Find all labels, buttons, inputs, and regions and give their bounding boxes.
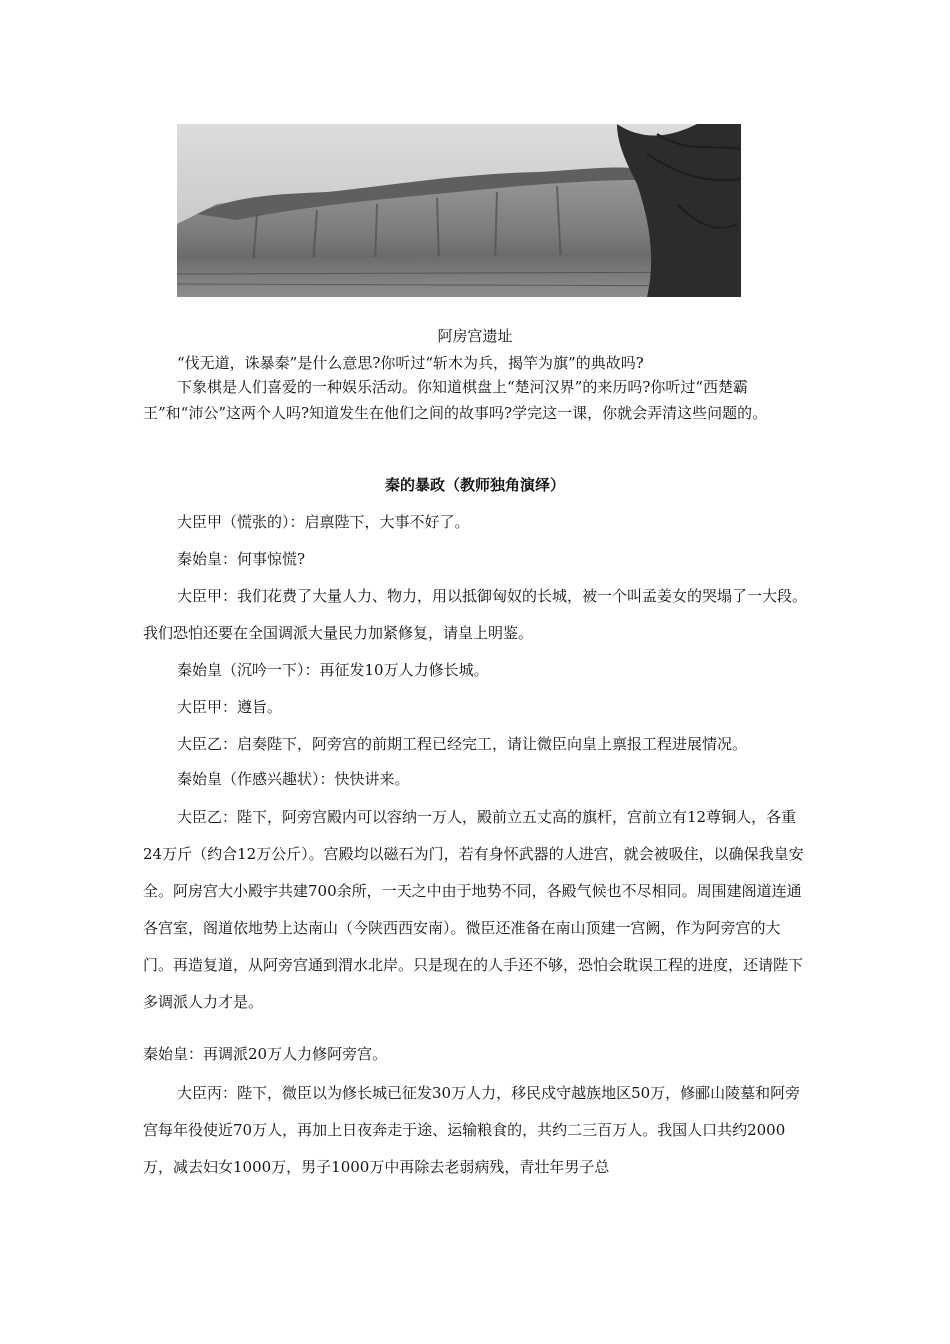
intro-paragraph-1: “伐无道，诛暴秦”是什么意思?你听过“斩木为兵，揭竿为旗”的典故吗? bbox=[177, 354, 644, 372]
section-heading: 秦的暴政（教师独角演绎） bbox=[384, 476, 565, 494]
dialogue-line-1: 大臣甲（慌张的）：启禀陛下，大事不好了。 bbox=[177, 513, 470, 531]
dialogue-line-9: 秦始皇：再调派20万人力修阿旁宫。 bbox=[143, 1045, 388, 1063]
intro-paragraph-2: 下象棋是人们喜爱的一种娱乐活动。你知道棋盘上“楚河汉界”的来历吗?你听过“西楚霸王”和“沛公”这两个人吗?知道发生在他们之间的故事吗?学完这一课，你就会弄清这些问题的。 bbox=[143, 378, 768, 422]
figure-caption: 阿房宫遗址 bbox=[437, 327, 513, 345]
ruins-photo-icon bbox=[177, 124, 741, 297]
ruins-photo bbox=[177, 124, 741, 297]
dialogue-line-2: 秦始皇：何事惊慌? bbox=[177, 550, 306, 568]
dialogue-line-8: 大臣乙：陛下，阿旁宫殿内可以容纳一万人，殿前立五丈高的旗杆，宫前立有12尊铜人，各重24万斤（约合12万公斤）。宫殿均以磁石为门，若有身怀武器的人进宫，就会被吸住，以确保我皇安全。阿房宫大小殿宇共建700余所，一天之中由于地势不同，各殿气候也不尽相同。周围建阁道连通各宫室，阁道依地势上达南山（今陕西西安南）。微臣还准备在南山顶建一宫阙，作为阿旁宫的大门。再造复道，从阿旁宫通到渭水北岸。只是现在的人手还不够，恐怕会耽误工程的进度，还请陛下多调派人力才是。 bbox=[143, 808, 804, 1011]
dialogue-line-6: 大臣乙：启奏陛下，阿旁宫的前期工程已经完工，请让微臣向皇上禀报工程进展情况。 bbox=[177, 735, 748, 753]
dialogue-line-7: 秦始皇（作感兴趣状）：快快讲来。 bbox=[177, 770, 410, 788]
dialogue-line-4: 秦始皇（沉吟一下）：再征发10万人力修长城。 bbox=[177, 661, 489, 679]
dialogue-line-10: 大臣丙：陛下，微臣以为修长城已征发30万人力，移民戍守越族地区50万，修郦山陵墓和阿旁宫每年役使近70万人，再加上日夜奔走于途、运输粮食的，共约二三百万人。我国人口共约2000万，减去妇女1000万，男子1000万中再除去老弱病残，青壮年男子总 bbox=[143, 1084, 801, 1176]
dialogue-line-5: 大臣甲：遵旨。 bbox=[177, 698, 283, 716]
dialogue-line-3: 大臣甲：我们花费了大量人力、物力，用以抵御匈奴的长城，被一个叫孟姜女的哭塌了一大段。我们恐怕还要在全国调派大量民力加紧修复，请皇上明鉴。 bbox=[143, 587, 808, 642]
